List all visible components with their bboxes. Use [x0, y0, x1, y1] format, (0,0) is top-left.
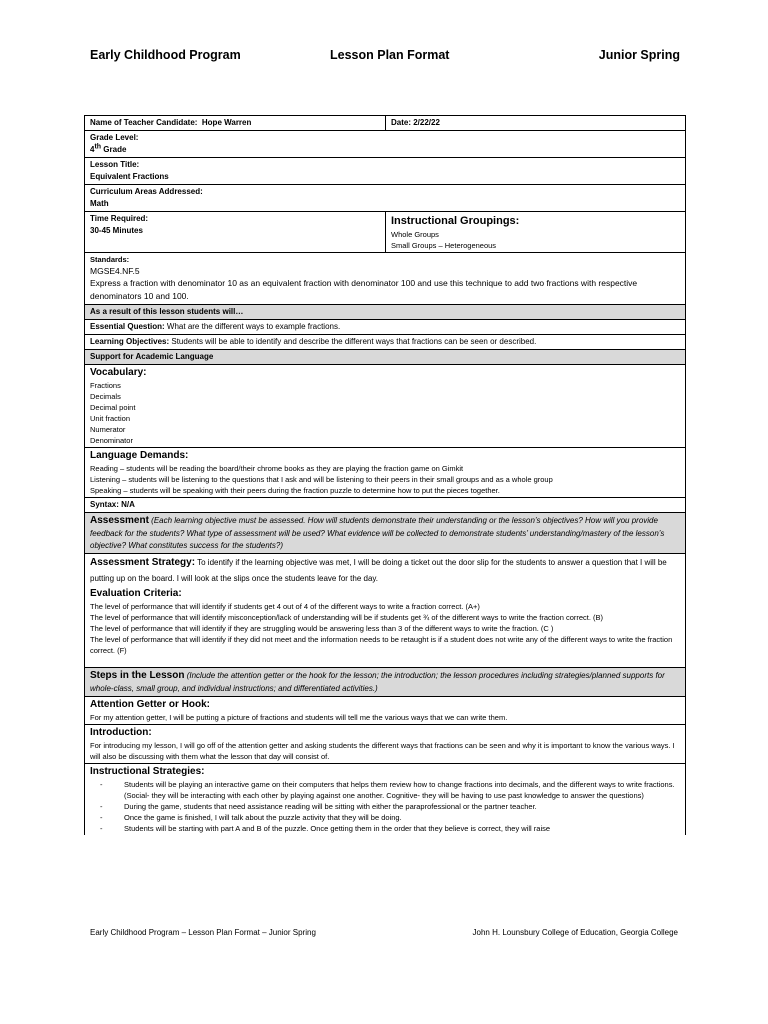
essential-label: Essential Question:: [90, 322, 165, 331]
list-item: - During the game, students that need assistance reading will be sitting with either the paraprofessional or the partner teacher.: [124, 801, 680, 812]
grade-number: 4: [90, 145, 95, 154]
groupings-label: Instructional Groupings:: [391, 215, 520, 227]
language-reading: Reading – students will be reading the board/their chrome books as they are playing the fraction game on Gimkit: [90, 464, 464, 473]
grade-word: Grade: [101, 145, 127, 154]
essential-cell: [85, 320, 686, 335]
lesson-title-cell: [85, 158, 686, 185]
attention-value: For my attention getter, I will be putting a picture of fractions and students will tell me the various ways that we can write them.: [90, 713, 508, 722]
curriculum-label: Curriculum Areas Addressed:: [90, 187, 203, 196]
standards-row: [85, 253, 686, 305]
grouping-item: Small Groups – Heterogeneous: [391, 241, 497, 250]
time-value: 30-45 Minutes: [90, 226, 143, 235]
intro-cell: [85, 725, 686, 764]
intro-value: For introducing my lesson, I will go off of the attention getter and asking students the different ways that fractions can be seen and why it is important to know the various ways. I will also be discussing with them what the lesson that day will consist of.: [90, 741, 675, 761]
page-footer: [90, 928, 678, 940]
grade-cell: [85, 131, 686, 158]
intro-label: Introduction:: [90, 727, 152, 738]
attention-label: Attention Getter or Hook:: [90, 699, 210, 710]
standards-label: Standards:: [90, 255, 130, 264]
date-cell: Date: 2/22/22: [386, 116, 686, 131]
grade-label: Grade Level:: [90, 133, 139, 142]
assessment-label: Assessment: [90, 515, 149, 526]
vocabulary-item: Denominator: [90, 436, 133, 445]
header-format: Lesson Plan Format: [330, 48, 450, 62]
grade-suffix: th: [94, 143, 102, 151]
result-header-row: [85, 305, 686, 320]
vocabulary-item: Decimals: [90, 392, 121, 401]
steps-row: [85, 668, 686, 697]
grade-value: [90, 144, 680, 156]
essential-row: [85, 320, 686, 335]
standards-cell: [85, 253, 686, 305]
grouping-item: Whole Groups: [391, 230, 439, 239]
footer-program: Early Childhood Program – Lesson Plan Format – Junior Spring: [90, 928, 316, 937]
standards-code: MGSE4.NF.5: [90, 266, 140, 276]
grade-row: [85, 131, 686, 158]
vocabulary-item: Decimal point: [90, 403, 136, 412]
time-cell: [85, 212, 386, 253]
lesson-title-label: Lesson Title:: [90, 160, 140, 169]
page-header: [90, 48, 680, 66]
teacher-row: [85, 116, 686, 131]
objectives-value: Students will be able to identify and describe the different ways that fractions can be seen or described.: [171, 337, 537, 346]
strategy-value: To identify if the learning objective was met, I will be doing a ticket out the door slip for the students to answer a question that I will be putting up on the board. I will look at the slips once the students leave for the day.: [90, 558, 667, 583]
vocabulary-item: Fractions: [90, 381, 121, 390]
instructional-label: Instructional Strategies:: [90, 766, 205, 777]
instructional-list: [90, 779, 680, 834]
evaluation-line: The level of performance that will identify misconception/lack of understanding will be if students get ¾ of the different ways to write the fraction correct. (B): [90, 613, 604, 622]
time-label: Time Required:: [90, 214, 149, 223]
language-label: Language Demands:: [90, 450, 189, 461]
evaluation-line: The level of performance that will identify if students get 4 out of 4 of the different ways to write a fraction correct. (A+): [90, 602, 480, 611]
curriculum-row: [85, 185, 686, 212]
instructional-row: [85, 764, 686, 836]
list-item: - Students will be playing an interactive game on their computers that helps them review how to change fractions into decimals, and the different ways to write fractions. (Social- they will be interacting with each other by playing against one another. Cognitive- they will be having to use past knowledge to answer the questions): [124, 779, 680, 801]
strategy-row: [85, 554, 686, 668]
language-cell: [85, 448, 686, 498]
lesson-title-value: Equivalent Fractions: [90, 172, 169, 181]
footer-college: John H. Lounsbury College of Education, Georgia College: [472, 928, 678, 937]
attention-row: [85, 697, 686, 725]
teacher-label: Name of Teacher Candidate:: [90, 118, 198, 127]
support-header: Support for Academic Language: [85, 350, 686, 365]
strategy-cell: [85, 554, 686, 668]
syntax-cell: Syntax: N/A: [85, 498, 686, 513]
assessment-row: [85, 513, 686, 554]
objectives-row: [85, 335, 686, 350]
essential-value: What are the different ways to example fractions.: [166, 322, 341, 331]
assessment-cell: [85, 513, 686, 554]
assessment-note: (Each learning objective must be assessed. How will students demonstrate their understanding or the lesson’s objectives? How will you provide feedback for the students? What type of assessment will be used? What evidence will be collected to demonstrate students’ understanding/mastery of the lesson’s objective? What constitutes success for the students?): [90, 516, 665, 550]
support-header-row: [85, 350, 686, 365]
strategy-text: [90, 555, 680, 587]
header-term: Junior Spring: [598, 48, 680, 62]
attention-cell: [85, 697, 686, 725]
evaluation-label: Evaluation Criteria:: [90, 588, 182, 599]
groupings-cell: [386, 212, 686, 253]
lesson-plan-table: [84, 115, 686, 835]
instructional-cell: [85, 764, 686, 836]
list-item: - Students will be starting with part A and B of the puzzle. Once getting them in the order that they believe is correct, they will raise: [124, 823, 680, 834]
language-listening: Listening – students will be listening to the questions that I ask and will be listening to their peers in their small groups and as a whole group: [90, 475, 553, 484]
objectives-cell: [85, 335, 686, 350]
vocabulary-item: Unit fraction: [90, 414, 131, 423]
vocabulary-row: [85, 365, 686, 448]
list-item: - Once the game is finished, I will talk about the puzzle activity that they will be doing.: [124, 812, 680, 823]
curriculum-value: Math: [90, 199, 109, 208]
strategy-label: Assessment Strategy:: [90, 557, 196, 568]
evaluation-line: The level of performance that will identify if they did not meet and the information needs to be retaught is if a student does not write any of the different ways to write the fraction correct. (F): [90, 635, 673, 655]
steps-cell: [85, 668, 686, 697]
syntax-row: [85, 498, 686, 513]
vocabulary-item: Numerator: [90, 425, 126, 434]
language-row: [85, 448, 686, 498]
header-program: Early Childhood Program: [90, 48, 241, 62]
language-speaking: Speaking – students will be speaking with their peers during the fraction puzzle to determine how to put the pieces together.: [90, 486, 500, 495]
standards-text: Express a fraction with denominator 10 as an equivalent fraction with denominator 100 and use this technique to add two fractions with respective denominators 10 and 100.: [90, 278, 638, 301]
teacher-name: Hope Warren: [201, 118, 252, 127]
curriculum-cell: [85, 185, 686, 212]
teacher-cell: [85, 116, 386, 131]
time-row: [85, 212, 686, 253]
intro-row: [85, 725, 686, 764]
steps-label: Steps in the Lesson: [90, 670, 185, 681]
lesson-title-row: [85, 158, 686, 185]
vocabulary-label: Vocabulary:: [90, 367, 147, 378]
vocabulary-cell: [85, 365, 686, 448]
result-header: As a result of this lesson students will…: [85, 305, 686, 320]
evaluation-line: The level of performance that will identify if they are struggling would be answering less than 3 of the different ways to write the fraction. (C ): [90, 624, 554, 633]
objectives-label: Learning Objectives:: [90, 337, 170, 346]
steps-note: (Include the attention getter or the hook for the lesson; the introduction; the lesson procedures including strategies/planned supports for whole-class, small group, and individual instructions; and differentiated activities.): [90, 671, 665, 693]
